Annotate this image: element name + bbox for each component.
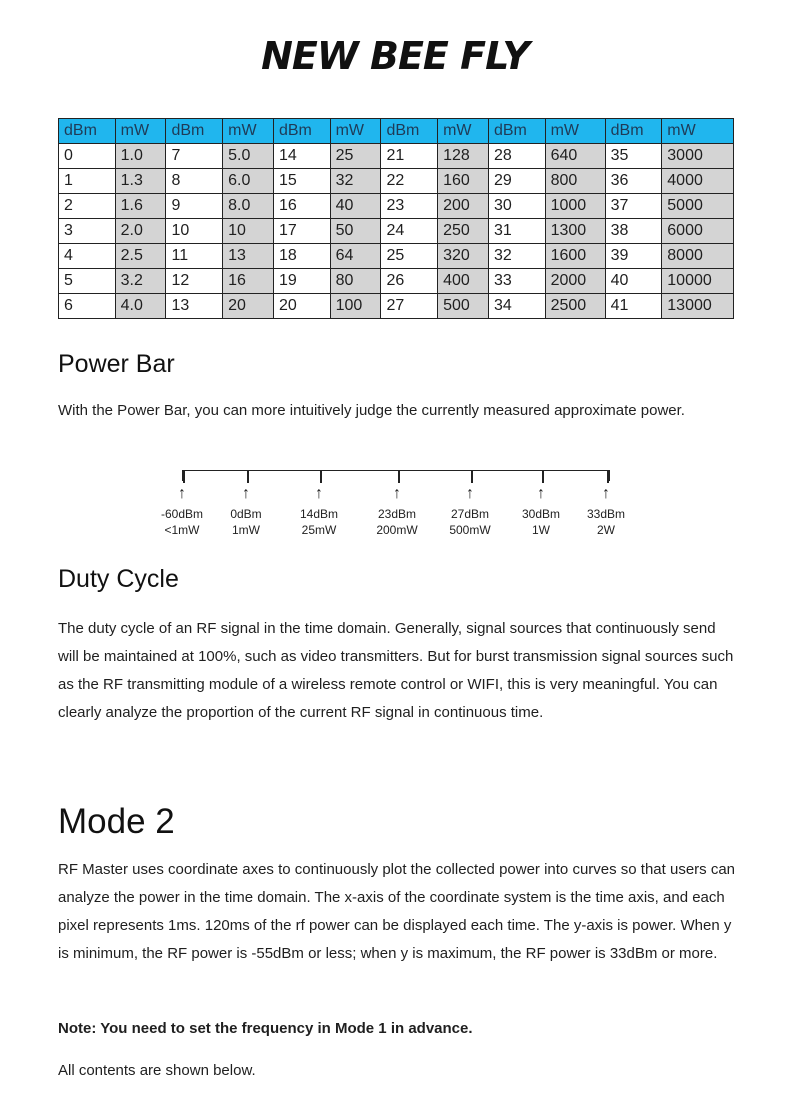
dbm-cell: 13 xyxy=(166,294,223,319)
marker-dbm: 27dBm xyxy=(450,507,490,521)
dbm-cell: 41 xyxy=(605,294,662,319)
up-arrow-icon: ↑ xyxy=(466,485,474,502)
marker-dbm: 23dBm xyxy=(377,507,417,521)
mw-cell: 10 xyxy=(223,219,274,244)
power-bar-scale xyxy=(182,470,610,481)
mw-cell: 100 xyxy=(330,294,381,319)
marker-mw: 200mW xyxy=(376,523,418,537)
mw-cell: 6000 xyxy=(662,219,734,244)
mw-cell: 4.0 xyxy=(115,294,166,319)
table-row xyxy=(59,269,734,294)
dbm-cell: 5 xyxy=(59,269,116,294)
dbm-cell: 18 xyxy=(273,244,330,269)
dbm-cell: 34 xyxy=(488,294,545,319)
up-arrow-icon: ↑ xyxy=(393,485,401,502)
dbm-cell: 11 xyxy=(166,244,223,269)
scale-tick xyxy=(398,471,400,483)
up-arrow-icon: ↑ xyxy=(242,485,250,502)
marker-label xyxy=(206,506,286,538)
table-row xyxy=(59,219,734,244)
dbm-cell: 31 xyxy=(488,219,545,244)
up-arrow-icon: ↑ xyxy=(537,485,545,502)
mw-cell: 40 xyxy=(330,194,381,219)
dbm-cell: 33 xyxy=(488,269,545,294)
mw-cell: 3000 xyxy=(662,144,734,169)
dbm-cell: 17 xyxy=(273,219,330,244)
column-header: dBm xyxy=(605,119,662,144)
dbm-cell: 40 xyxy=(605,269,662,294)
mw-cell: 200 xyxy=(438,194,489,219)
mw-cell: 5000 xyxy=(662,194,734,219)
mw-cell: 80 xyxy=(330,269,381,294)
dbm-cell: 25 xyxy=(381,244,438,269)
mw-cell: 1.3 xyxy=(115,169,166,194)
mw-cell: 640 xyxy=(545,144,605,169)
mw-cell: 64 xyxy=(330,244,381,269)
mw-cell: 4000 xyxy=(662,169,734,194)
dbm-cell: 14 xyxy=(273,144,330,169)
column-header: dBm xyxy=(166,119,223,144)
dbm-cell: 2 xyxy=(59,194,116,219)
up-arrow-icon: ↑ xyxy=(315,485,323,502)
column-header: mW xyxy=(662,119,734,144)
mw-cell: 2.5 xyxy=(115,244,166,269)
dbm-cell: 26 xyxy=(381,269,438,294)
dbm-cell: 6 xyxy=(59,294,116,319)
mw-cell: 5.0 xyxy=(223,144,274,169)
marker-mw: 1W xyxy=(532,523,550,537)
table-row xyxy=(59,244,734,269)
mode-2-note: Note: You need to set the frequency in Mode 1 in advance. xyxy=(58,1020,473,1037)
mode-2-heading: Mode 2 xyxy=(58,802,175,841)
mode-2-closing: All contents are shown below. xyxy=(58,1062,256,1079)
column-header: dBm xyxy=(488,119,545,144)
power-bar-description: With the Power Bar, you can more intuitively judge the currently measured approximate power. xyxy=(58,402,685,419)
mw-cell: 3.2 xyxy=(115,269,166,294)
mw-cell: 320 xyxy=(438,244,489,269)
table-row xyxy=(59,294,734,319)
dbm-cell: 22 xyxy=(381,169,438,194)
dbm-cell: 21 xyxy=(381,144,438,169)
marker-dbm: -60dBm xyxy=(160,507,204,521)
mw-cell: 2.0 xyxy=(115,219,166,244)
dbm-cell: 7 xyxy=(166,144,223,169)
marker-mw: 500mW xyxy=(449,523,491,537)
mw-cell: 2000 xyxy=(545,269,605,294)
dbm-cell: 20 xyxy=(273,294,330,319)
column-header: dBm xyxy=(381,119,438,144)
mw-cell: 500 xyxy=(438,294,489,319)
dbm-cell: 15 xyxy=(273,169,330,194)
mw-cell: 10000 xyxy=(662,269,734,294)
marker-dbm: 0dBm xyxy=(230,507,262,521)
scale-tick xyxy=(542,471,544,483)
mw-cell: 400 xyxy=(438,269,489,294)
mw-cell: 13000 xyxy=(662,294,734,319)
marker-mw: 1mW xyxy=(232,523,260,537)
mw-cell: 2500 xyxy=(545,294,605,319)
dbm-cell: 8 xyxy=(166,169,223,194)
up-arrow-icon: ↑ xyxy=(602,485,610,502)
marker-label xyxy=(357,506,437,538)
dbm-cell: 29 xyxy=(488,169,545,194)
dbm-cell: 30 xyxy=(488,194,545,219)
dbm-cell: 36 xyxy=(605,169,662,194)
mw-cell: 50 xyxy=(330,219,381,244)
mw-cell: 16 xyxy=(223,269,274,294)
column-header: mW xyxy=(438,119,489,144)
column-header: mW xyxy=(115,119,166,144)
column-header: mW xyxy=(223,119,274,144)
marker-dbm: 14dBm xyxy=(299,507,339,521)
dbm-cell: 1 xyxy=(59,169,116,194)
marker-mw: 2W xyxy=(597,523,615,537)
dbm-cell: 12 xyxy=(166,269,223,294)
dbm-cell: 24 xyxy=(381,219,438,244)
table-body xyxy=(59,144,734,319)
dbm-cell: 23 xyxy=(381,194,438,219)
dbm-cell: 3 xyxy=(59,219,116,244)
marker-label xyxy=(566,506,646,538)
brand-logo: NEW BEE FLY xyxy=(261,34,529,78)
mw-cell: 1000 xyxy=(545,194,605,219)
scale-tick xyxy=(607,471,609,483)
dbm-cell: 16 xyxy=(273,194,330,219)
up-arrow-icon: ↑ xyxy=(178,485,186,502)
column-header: mW xyxy=(330,119,381,144)
mw-cell: 800 xyxy=(545,169,605,194)
column-header: dBm xyxy=(59,119,116,144)
mw-cell: 128 xyxy=(438,144,489,169)
mw-cell: 6.0 xyxy=(223,169,274,194)
dbm-cell: 32 xyxy=(488,244,545,269)
table-header-row xyxy=(59,119,734,144)
scale-tick xyxy=(183,471,185,483)
dbm-cell: 9 xyxy=(166,194,223,219)
marker-label xyxy=(279,506,359,538)
table-row xyxy=(59,144,734,169)
mw-cell: 25 xyxy=(330,144,381,169)
dbm-cell: 4 xyxy=(59,244,116,269)
dbm-cell: 27 xyxy=(381,294,438,319)
mw-cell: 1300 xyxy=(545,219,605,244)
power-bar-heading: Power Bar xyxy=(58,350,175,378)
duty-cycle-description: The duty cycle of an RF signal in the time domain. Generally, signal sources that continuously send will be maintained at 100%, such as video transmitters. But for burst transmission signal sources such as the RF transmitting module of a wireless remote control or WIFI, this is very meaningful. You can clearly analyze the proportion of the current RF signal in continuous time. xyxy=(58,620,734,721)
mw-cell: 1.6 xyxy=(115,194,166,219)
marker-mw: <1mW xyxy=(164,523,200,537)
mw-cell: 20 xyxy=(223,294,274,319)
scale-tick xyxy=(471,471,473,483)
duty-cycle-heading: Duty Cycle xyxy=(58,565,179,593)
mw-cell: 8.0 xyxy=(223,194,274,219)
mw-cell: 8000 xyxy=(662,244,734,269)
dbm-cell: 37 xyxy=(605,194,662,219)
dbm-cell: 19 xyxy=(273,269,330,294)
scale-tick xyxy=(247,471,249,483)
dbm-cell: 0 xyxy=(59,144,116,169)
marker-dbm: 33dBm xyxy=(586,507,626,521)
dbm-cell: 28 xyxy=(488,144,545,169)
dbm-cell: 35 xyxy=(605,144,662,169)
scale-tick xyxy=(320,471,322,483)
mw-cell: 13 xyxy=(223,244,274,269)
dbm-cell: 10 xyxy=(166,219,223,244)
mw-cell: 250 xyxy=(438,219,489,244)
column-header: mW xyxy=(545,119,605,144)
table-row xyxy=(59,169,734,194)
marker-mw: 25mW xyxy=(301,523,337,537)
mw-cell: 32 xyxy=(330,169,381,194)
mw-cell: 1.0 xyxy=(115,144,166,169)
column-header: dBm xyxy=(273,119,330,144)
table-row xyxy=(59,194,734,219)
marker-dbm: 30dBm xyxy=(521,507,561,521)
dbm-cell: 39 xyxy=(605,244,662,269)
dbm-mw-conversion-table xyxy=(58,118,734,319)
mw-cell: 160 xyxy=(438,169,489,194)
mode-2-description: RF Master uses coordinate axes to continuously plot the collected power into curves so that users can analyze the power in the time domain. The x-axis of the coordinate system is the time axis, and each pixel represents 1ms. 120ms of the rf power can be displayed each time. The y-axis is power. When y is minimum, the RF power is -55dBm or less; when y is maximum, the RF power is 33dBm or more. xyxy=(58,861,736,962)
marker-label xyxy=(430,506,510,538)
mw-cell: 1600 xyxy=(545,244,605,269)
dbm-cell: 38 xyxy=(605,219,662,244)
